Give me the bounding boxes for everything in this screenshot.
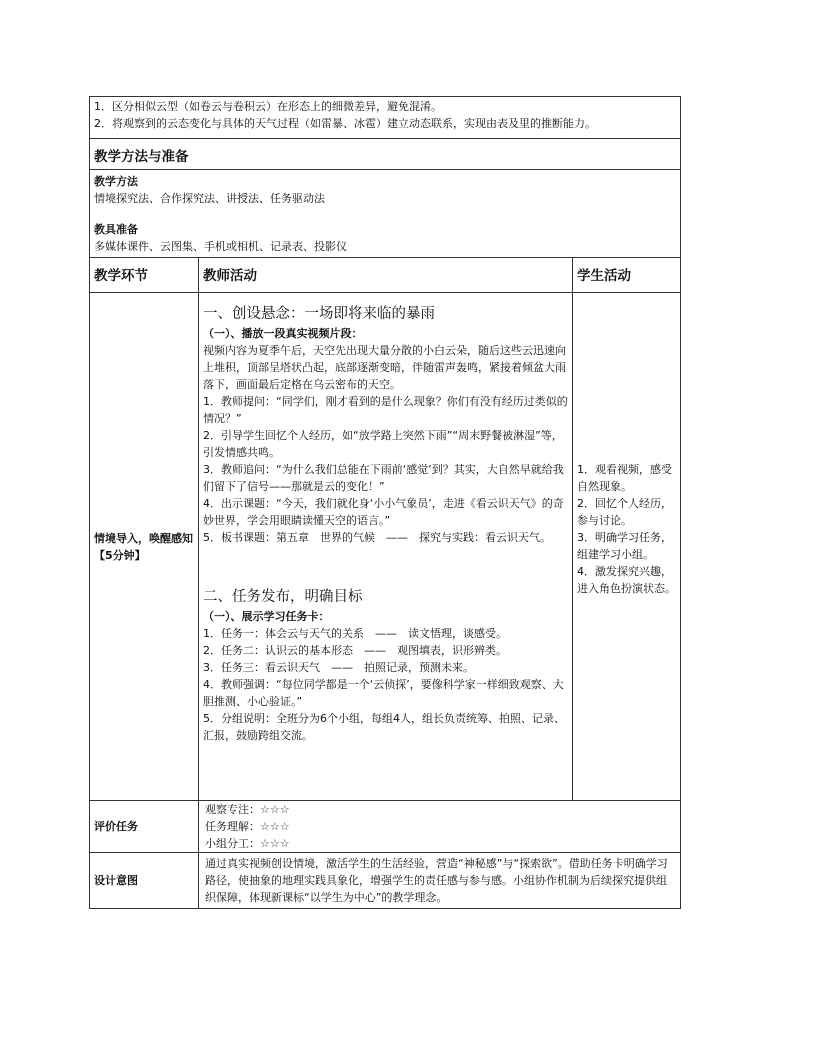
methods-row (90, 170, 681, 258)
student-line: 3．明确学习任务，组建学习小组。 (577, 531, 672, 561)
difficulties-row (90, 97, 681, 139)
evaluation-label: 评价任务 (90, 801, 199, 853)
teacher-activity (199, 293, 573, 801)
part2-title: 二、任务发布，明确目标 (203, 589, 363, 605)
lesson-plan-page (89, 96, 680, 909)
table-header-row (90, 258, 681, 293)
methods-title-row (90, 139, 681, 170)
evaluation-row (90, 801, 681, 853)
method-text: 情境探究法、合作探究法、讲授法、任务驱动法 (94, 192, 325, 205)
part1-title: 一、创设悬念：一场即将来临的暴雨 (203, 306, 435, 322)
student-line: 1．观看视频，感受自然现象。 (577, 463, 672, 493)
part2-line: 1．任务一：体会云与天气的关系 —— 读文悟理，谈感受。 (203, 627, 507, 640)
evaluation-items (199, 801, 681, 853)
part2-line: 5．分组说明：全班分为6个小组，每组4人，组长负责统筹、拍照、记录、汇报，鼓励跨组交流。 (203, 712, 565, 742)
part1-line: 2．引导学生回忆个人经历，如“放学路上突然下雨”“周末野餐被淋湿”等，引发情感共鸣。 (203, 429, 563, 459)
part1-line: 1．教师提问：“同学们，刚才看到的是什么现象？你们有没有经历过类似的情况？” (203, 395, 568, 425)
part1-line: 5．板书课题：第五章 世界的气候 —— 探究与实践：看云识天气。 (203, 531, 551, 544)
student-line: 4．激发探究兴趣，进入角色扮演状态。 (577, 565, 676, 595)
prep-text: 多媒体课件、云图集、手机或相机、记录表、投影仪 (94, 240, 347, 253)
header-teacher: 教师活动 (199, 258, 573, 293)
part1-line: 4．出示课题：“今天，我们就化身‘小小气象员’，走进《看云识天气》的奇妙世界，学会用眼睛读懂天空的语言。” (203, 497, 564, 527)
design-text: 通过真实视频创设情境，激活学生的生活经验，营造“神秘感”与“探索欲”。借助任务卡明确学习路径，使抽象的地理实践具象化，增强学生的责任感与参与感。小组协作机制为后续探究提供组织保障，体现新课标“以学生为中心”的教学理念。 (199, 853, 681, 909)
rating-stars: ☆☆☆ (260, 803, 290, 816)
difficulty-item: 2．将观察到的云态变化与具体的天气过程（如雷暴、冰雹）建立动态联系，实现由表及里的推断能力。 (94, 117, 596, 130)
part1-line: 3．教师追问：“为什么我们总能在下雨前‘感觉’到？其实，大自然早就给我们留下了信号——那就是云的变化！” (203, 463, 564, 493)
part2-line: 2．任务二：认识云的基本形态 —— 观图填表，识形辨类。 (203, 644, 507, 657)
part1-line: 视频内容为夏季午后，天空先出现大量分散的小白云朵，随后这些云迅速向上堆积，顶部呈塔状凸起，底部逐渐变暗，伴随雷声轰鸣，紧接着倾盆大雨落下，画面最后定格在乌云密布的天空。 (203, 344, 566, 391)
header-stage: 教学环节 (90, 258, 199, 293)
evaluation-item: 任务理解：☆☆☆ (205, 820, 290, 833)
rating-stars: ☆☆☆ (260, 837, 290, 850)
part1-subtitle: （一）、播放一段真实视频片段： (203, 327, 363, 340)
header-student: 学生活动 (573, 258, 681, 293)
design-label: 设计意图 (90, 853, 199, 909)
evaluation-item: 小组分工：☆☆☆ (205, 837, 290, 850)
difficulty-item: 1．区分相似云型（如卷云与卷积云）在形态上的细微差异，避免混淆。 (94, 100, 442, 113)
part2-line: 4．教师强调：“每位同学都是一个‘云侦探’，要像科学家一样细致观察、大胆推测、小心验证。” (203, 678, 564, 708)
student-line: 2．回忆个人经历，参与讨论。 (577, 497, 672, 527)
stage-row (90, 293, 681, 801)
prep-label: 教具准备 (94, 223, 138, 236)
lesson-plan-table (89, 96, 681, 909)
section-title: 教学方法与准备 (94, 149, 189, 165)
stage-label: 情境导入，唤醒感知【5分钟】 (90, 293, 199, 801)
rating-stars: ☆☆☆ (260, 820, 290, 833)
method-label: 教学方法 (94, 175, 138, 188)
student-activity (573, 293, 681, 801)
part2-line: 3．任务三：看云识天气 —— 拍照记录，预测未来。 (203, 661, 474, 674)
evaluation-item: 观察专注：☆☆☆ (205, 803, 290, 816)
design-row (90, 853, 681, 909)
part2-subtitle: （一）、展示学习任务卡： (203, 610, 330, 623)
